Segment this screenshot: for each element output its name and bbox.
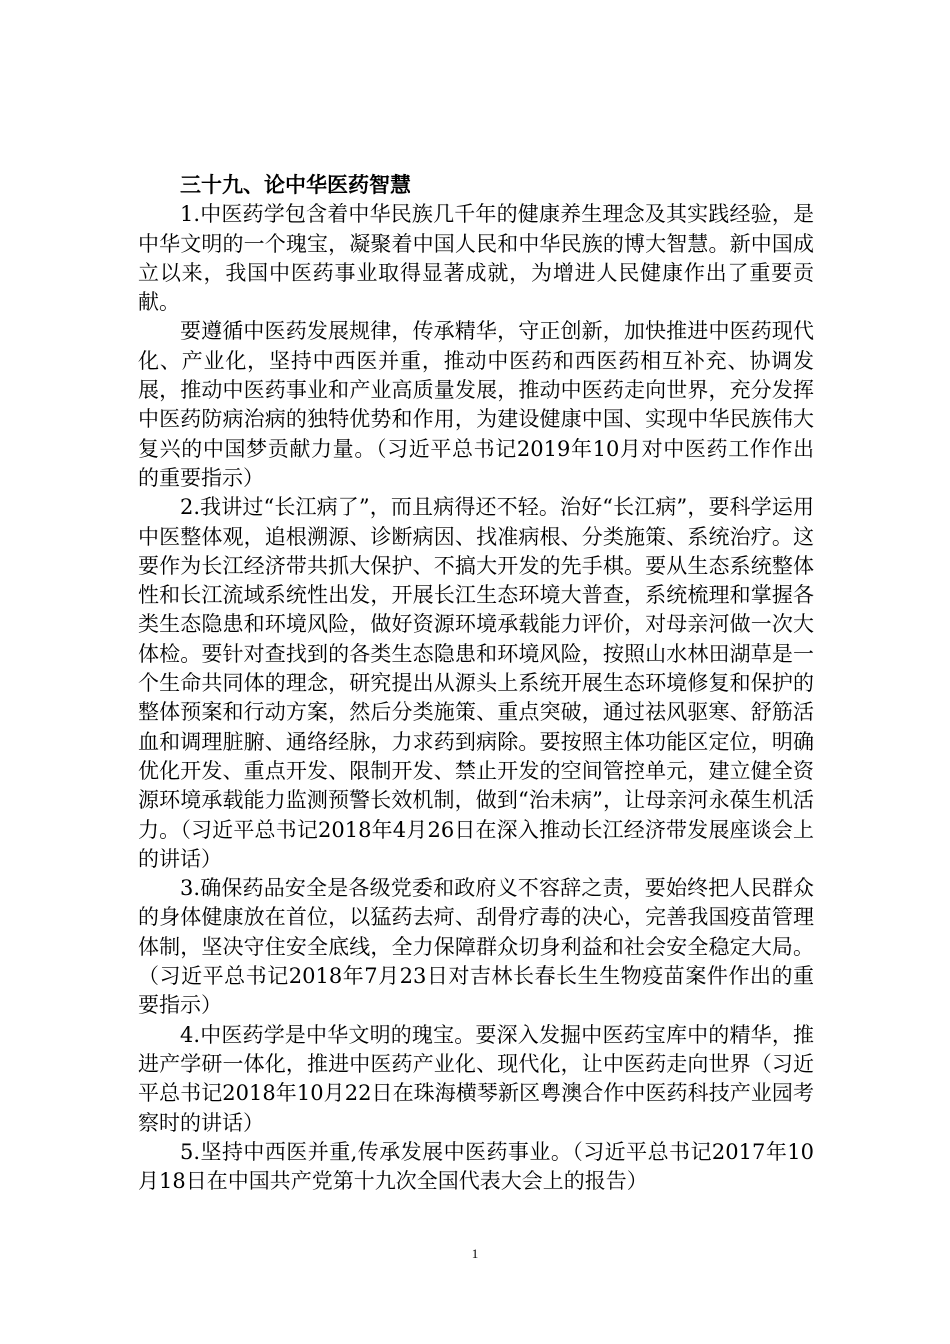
paragraph-2: 要遵循中医药发展规律，传承精华，守正创新，加快推进中医药现代化、产业化，坚持中西医并重，推动中医药和西医药相互补充、协调发展，推动中医药事业和产业高质量发展，推动中医药走向世界，充分发挥中医药防病治病的独特优势和作用，为建设健康中国、实现中华民族伟大复兴的中国梦贡献力量。（习近平总书记2019年10月对中医药工作作出的重要指示） — [138, 319, 814, 490]
paragraph-3: 2.我讲过“长江病了”，而且病得还不轻。治好“长江病”，要科学运用中医整体观，追根溯源、诊断病因、找准病根、分类施策、系统治疗。这要作为长江经济带共抓大保护、不搞大开发的先手棋。要从生态系统整体性和长江流域系统性出发，开展长江生态环境大普查，系统梳理和掌握各类生态隐患和环境风险，做好资源环境承载能力评价，对母亲河做一次大体检。要针对查找到的各类生态隐患和环境风险，按照山水林田湖草是一个生命共同体的理念，研究提出从源头上系统开展生态环境修复和保护的整体预案和行动方案，然后分类施策、重点突破，通过祛风驱寒、舒筋活血和调理脏腑、通络经脉，力求药到病除。要按照主体功能区定位，明确优化开发、重点开发、限制开发、禁止开发的空间管控单元，建立健全资源环境承载能力监测预警长效机制，做到“治未病”，让母亲河永葆生机活力。（习近平总书记2018年4月26日在深入推动长江经济带发展座谈会上的讲话） — [138, 495, 814, 871]
paragraph-1: 1.中医药学包含着中华民族几千年的健康养生理念及其实践经验，是中华文明的一个瑰宝，凝聚着中国人民和中华民族的博大智慧。新中国成立以来，我国中医药事业取得显著成就，为增进人民健康作出了重要贡献。 — [138, 202, 814, 315]
paragraph-4: 3.确保药品安全是各级党委和政府义不容辞之责，要始终把人民群众的身体健康放在首位，以猛药去疴、刮骨疗毒的决心，完善我国疫苗管理体制，坚决守住安全底线，全力保障群众切身利益和社会安全稳定大局。（习近平总书记2018年7月23日对吉林长春长生生物疫苗案件作出的重要指示） — [138, 876, 814, 1018]
section-heading: 三十九、论中华医药智慧 — [180, 173, 411, 197]
paragraph-5: 4.中医药学是中华文明的瑰宝。要深入发掘中医药宝库中的精华，推进产学研一体化，推进中医药产业化、现代化，让中医药走向世界（习近平总书记2018年10月22日在珠海横琴新区粤澳合作中医药科技产业园考察时的讲话） — [138, 1022, 814, 1135]
document-body — [138, 171, 814, 1196]
page-number: 1 — [471, 1246, 479, 1261]
paragraph-6: 5.坚持中西医并重,传承发展中医药事业。（习近平总书记2017年10月18日在中国共产党第十九次全国代表大会上的报告） — [138, 1139, 814, 1194]
